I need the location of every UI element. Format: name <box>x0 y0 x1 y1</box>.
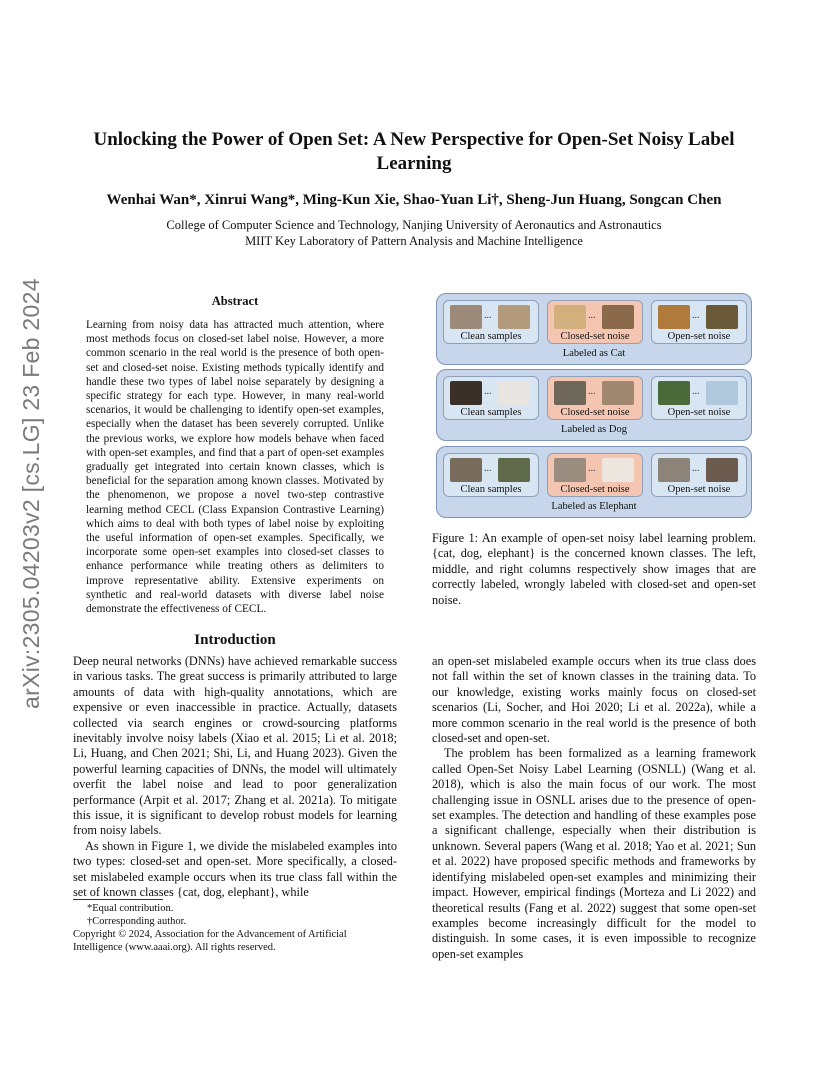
intro-left-column <box>73 654 397 901</box>
cell-label: Clean samples <box>460 484 522 495</box>
row-label: Labeled as Dog <box>561 424 627 435</box>
cell-label: Open-set noise <box>667 331 731 342</box>
cell-label: Clean samples <box>460 407 522 418</box>
affiliations <box>40 217 788 249</box>
abstract-text: Learning from noisy data has attracted much attention, where most methods focus on closed-set label noise. However, a more common scenario in the real world is the presence of both open-set and closed-set noise. Existing methods typically identify and handle these two types of label noise separately by designing a specific strategy for each type. However, in many real-world scenarios, it would be challenging to identify open-set examples, especially when the dataset has been severely corrupted. Unlike the previous works, we explore how models behave when faced with open-set examples, and find that a part of open-set examples gradually get integrated into certain known classes, which is beneficial for the separation among known classes. Motivated by the phenomenon, we propose a novel two-step contrastive learning method CECL (Class Expansion Contrastive Learning) which aims to deal with both types of label noise by exploiting the useful information of open-set examples. Specifically, we incorporate some open-set examples into closed-set classes to enhance performance while treating others as delimiters to improve representative ability. Extensive experiments on synthetic and real-world datasets with diverse label noise demonstrate the effectiveness of CECL. <box>86 319 384 616</box>
cell-label: Closed-set noise <box>560 484 630 495</box>
section-heading-introduction: Introduction <box>194 632 276 648</box>
cell-open: ... Open-set noise <box>651 376 747 420</box>
footnote-rule <box>73 899 163 900</box>
elephant-photo <box>498 458 530 482</box>
abstract-heading: Abstract <box>211 294 259 308</box>
hippo-photo <box>706 458 738 482</box>
cat-photo <box>602 381 634 405</box>
row-label: Labeled as Cat <box>562 348 626 359</box>
lizard-photo <box>658 381 690 405</box>
footnote-equal: *Equal contribution. <box>87 903 174 914</box>
tiger-photo <box>658 305 690 329</box>
cat-photo <box>554 458 586 482</box>
cell-label: Closed-set noise <box>560 331 630 342</box>
dog-photo <box>602 458 634 482</box>
cell-closed: ... Closed-set noise <box>547 300 643 344</box>
paragraph: Deep neural networks (DNNs) have achieved remarkable success in various tasks. The great success is primarily attributed to large amounts of data with high-quality annotations, which are expensive or even inaccessible in practice. Actually, datasets collected via search engines or crowd-sourcing platforms inevitably involve noisy labels (Xiao et al. 2015; Li et al. 2018; Li, Huang, and Chen 2021; Shi, Li, and Huang 2023). Given the powerful learning capacities of DNNs, the model will ultimately overfit the label noise and lead to poor generalization performance (Arpit et al. 2017; Zhang et al. 2021a). To mitigate this issue, it is significant to develop robust models for learning from noisy labels. <box>73 654 397 838</box>
cell-label: Closed-set noise <box>560 407 630 418</box>
elephant-photo <box>602 305 634 329</box>
paragraph: The problem has been formalized as a learning framework called Open-Set Noisy Label Learning (OSNLL) (Wang et al. 2018), which is also the main focus of our work. The most challenging issue in OSNLL arises due to the presence of open-set examples. The detection and handling of these examples pose a significant challenge, especially when their distribution is unknown. Several papers (Wang et al. 2018; Yao et al. 2021; Sun et al. 2022) have proposed specific methods and frameworks by identifying mislabeled open-set examples and minimizing their impact. However, empirical findings (Morteza and Li 2022) and theoretical results (Fang et al. 2022) suggest that some open-set examples become increasingly difficult for the model to distinguish. In some cases, it is even impossible to recognize open-set examples <box>432 746 756 961</box>
row-label: Labeled as Elephant <box>551 501 637 512</box>
paragraph: As shown in Figure 1, we divide the mislabeled examples into two types: closed-set and open-set. More specifically, a closed-set mislabeled example occurs when its true class fall within the set of known classes {cat, dog, elephant}, while <box>73 838 397 900</box>
paper-title: Unlocking the Power of Open Set: A New Perspective for Open-Set Noisy Label Learning <box>93 129 735 174</box>
elephant-photo <box>450 458 482 482</box>
cell-clean: ... Clean samples <box>443 453 539 497</box>
cell-clean: ... Clean samples <box>443 376 539 420</box>
cell-label: Open-set noise <box>667 484 731 495</box>
cell-clean: ... Clean samples <box>443 300 539 344</box>
figure-caption: Figure 1: An example of open-set noisy label learning problem. {cat, dog, elephant} is the concerned known classes. The left, middle, and right columns respectively show images that are correctly labeled, wrongly labeled with closed-set and open-set noise. <box>432 531 756 607</box>
cell-open: ... Open-set noise <box>651 300 747 344</box>
arxiv-stamp: arXiv:2305.04203v2 [cs.LG] 23 Feb 2024 <box>18 278 44 709</box>
cat-photo <box>450 305 482 329</box>
tiger-photo <box>706 305 738 329</box>
dog-photo <box>554 305 586 329</box>
rhino-photo <box>658 458 690 482</box>
cell-closed: ... Closed-set noise <box>547 376 643 420</box>
intro-right-column <box>432 654 756 962</box>
copyright-notice: Copyright © 2024, Association for the Advancement of Artificial Intelligence (www.aaai.org). All rights reserved. <box>73 929 347 953</box>
elephant-photo <box>554 381 586 405</box>
polar-bear-photo <box>706 381 738 405</box>
footnotes <box>73 899 397 954</box>
affiliation-1: College of Computer Science and Technology, Nanjing University of Aeronautics and Astronautics <box>166 218 662 232</box>
cell-closed: ... Closed-set noise <box>547 453 643 497</box>
cell-label: Open-set noise <box>667 407 731 418</box>
cat-photo <box>498 305 530 329</box>
dog-photo <box>450 381 482 405</box>
paragraph: an open-set mislabeled example occurs when its true class does not fall within the set of known classes in the training data. To our knowledge, existing works mainly focus on closed-set scenarios (Li, Socher, and Hoi 2020; Li et al. 2022a), while a more common scenario in the real world is the presence of both closed-set and open-set. <box>432 654 756 746</box>
affiliation-2: MIIT Key Laboratory of Pattern Analysis and Machine Intelligence <box>245 234 583 248</box>
footnote-corresponding: †Corresponding author. <box>87 916 187 927</box>
figure-row-cat <box>436 293 752 365</box>
dog-photo <box>498 381 530 405</box>
figure-row-dog <box>436 369 752 441</box>
cell-open: ... Open-set noise <box>651 453 747 497</box>
author-list: Wenhai Wan*, Xinrui Wang*, Ming-Kun Xie, Shao-Yuan Li†, Sheng-Jun Huang, Songcan Chen <box>106 192 722 208</box>
figure-row-elephant <box>436 446 752 518</box>
cell-label: Clean samples <box>460 331 522 342</box>
